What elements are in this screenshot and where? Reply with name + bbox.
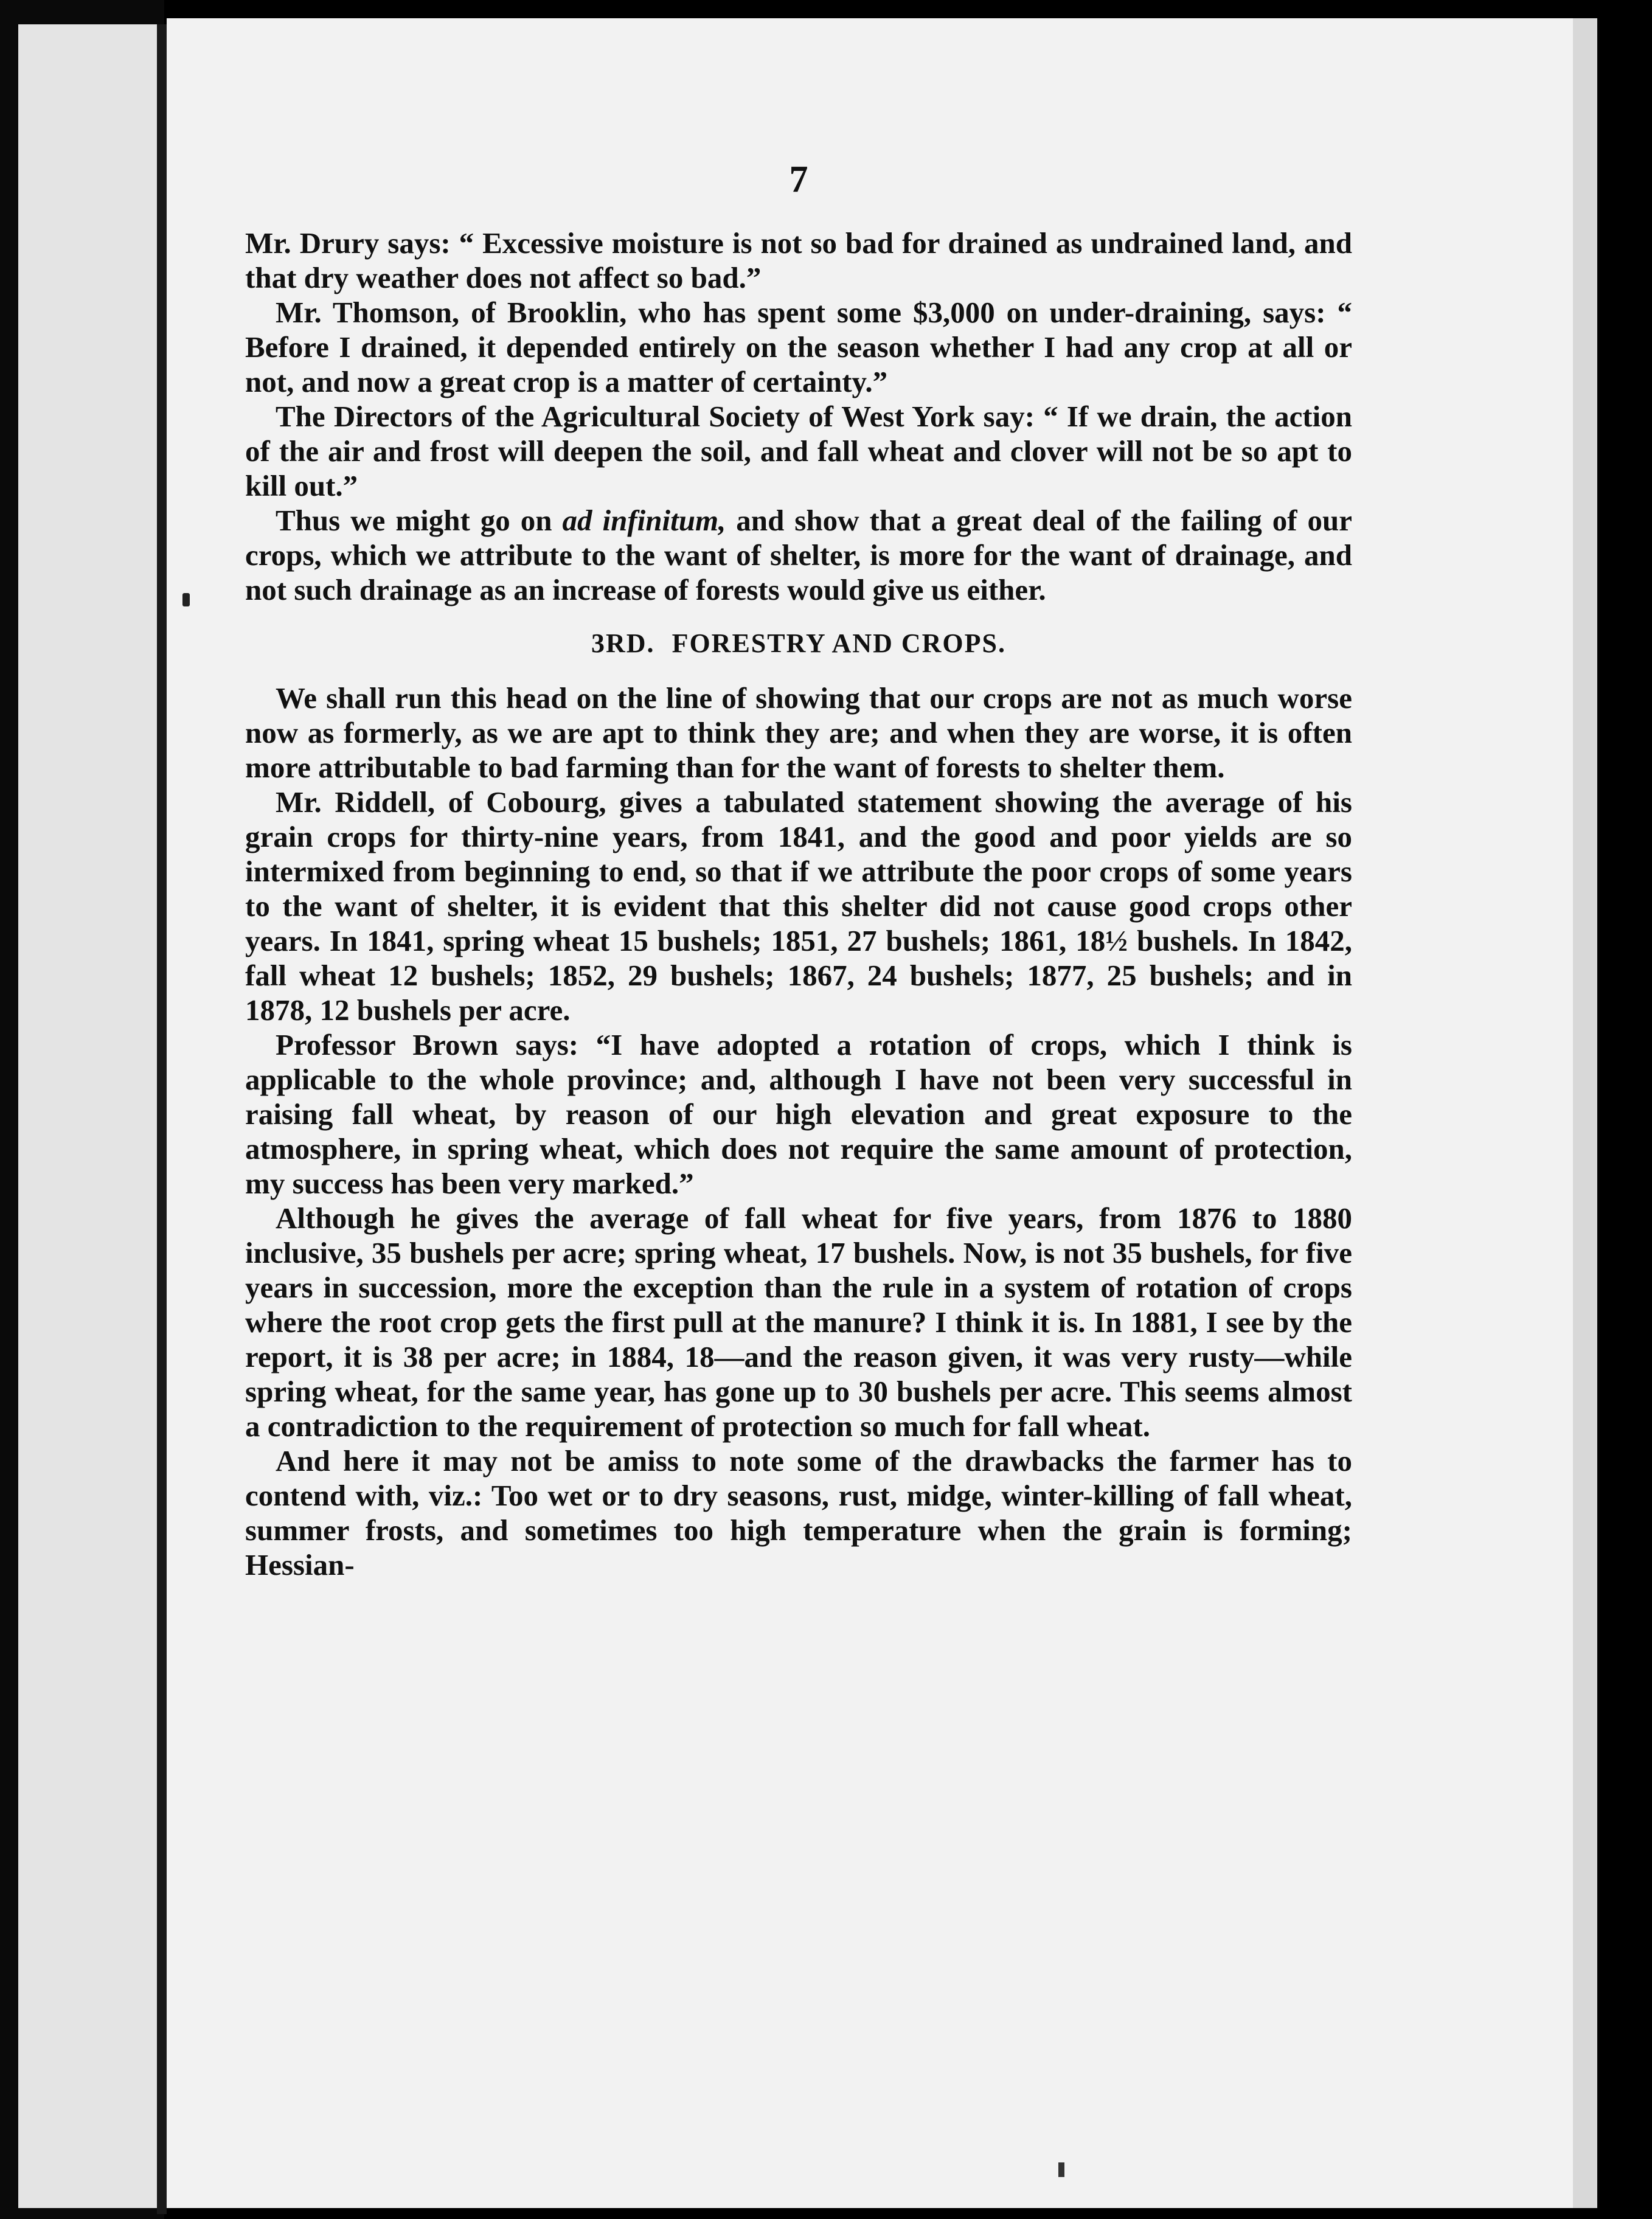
paragraph-thus xyxy=(245,503,1352,607)
facing-page-edge xyxy=(18,24,158,2208)
bottom-ink-mark xyxy=(1058,2162,1064,2177)
paragraph-riddell: Mr. Riddell, of Cobourg, gives a tabulated statement showing the average of his grain crops for thirty-nine years, from 1841, and the good and poor yields are so intermixed from beginning to end, so that if we attribute the poor crops of some years to the want of shelter, it is evident that this shelter did not cause good crops other years. In 1841, spring wheat 15 bushels; 1851, 27 bushels; 1861, 18½ bushels. In 1842, fall wheat 12 bushels; 1852, 29 bushels; 1867, 24 bushels; 1877, 25 bushels; and in 1878, 12 bushels per acre. xyxy=(245,785,1352,1027)
section-title: FORESTRY AND CROPS. xyxy=(672,628,1006,658)
paragraph-directors: The Directors of the Agricultural Society of West York say: “ If we drain, the action of the air and frost will deepen the soil, and fall wheat and clover will not be so apt to kill out.” xyxy=(245,400,1352,502)
facing-page-sliver xyxy=(0,0,164,2219)
page-text-block xyxy=(245,158,1352,1582)
latin-phrase: ad infinitum, xyxy=(562,504,726,537)
page-number: 7 xyxy=(789,159,808,200)
paragraph-brown: Professor Brown says: “I have adopted a rotation of crops, which I think is applicable to the whole province; and, although I have not been very successful in raising fall wheat, by reason of our high elevation and great exposure to the atmosphere, in spring wheat, which does not require the same amount of protection, my success has been very marked.” xyxy=(245,1028,1352,1200)
margin-ink-mark xyxy=(182,593,190,606)
paragraph-crops-intro: We shall run this head on the line of showing that our crops are not as much worse now as formerly, as we are apt to think they are; and when they are worse, it is often more attributable to bad farming than for the want of forests to shelter them. xyxy=(245,681,1352,784)
section-heading xyxy=(245,628,1352,659)
paragraph-drawbacks: And here it may not be amiss to note some of the drawbacks the farmer has to contend with, viz.: Too wet or to dry seasons, rust, midge, winter-killing of fall wheat, summer frosts, and sometimes too high temperature when the grain is forming; Hessian- xyxy=(245,1444,1352,1582)
book-spine xyxy=(157,24,167,2214)
section-number: 3RD. xyxy=(591,628,655,658)
page-right-edge xyxy=(1573,18,1597,2208)
paragraph-thus-end: and show that a great deal of the failing of our crops, which we attribute to the want of shelter, is more for the want of drainage, and not such drainage as an increase of forests would give us either. xyxy=(245,504,1352,606)
paragraph-drury: Mr. Drury says: “ Excessive moisture is not so bad for drained as undrained land, and that dry weather does not affect so bad.” xyxy=(245,226,1352,294)
paragraph-thomson: Mr. Thomson, of Brooklin, who has spent some $3,000 on under-draining, says: “ Before I drained, it depended entirely on the season whether I had any crop at all or not, and now a great crop is a matter of certainty.” xyxy=(245,296,1352,398)
paragraph-thus-start: Thus we might go on xyxy=(276,504,563,537)
paragraph-average: Although he gives the average of fall wheat for five years, from 1876 to 1880 inclusive, 35 bushels per acre; spring wheat, 17 bushels. Now, is not 35 bushels, for five years in succession, more the exception than the rule in a system of rotation of crops where the root crop gets the first pull at the manure? I think it is. In 1881, I see by the report, it is 38 per acre; in 1884, 18—and the reason given, it was very rusty—while spring wheat, for the same year, has gone up to 30 bushels per acre. This seems almost a contradiction to the requirement of protection so much for fall wheat. xyxy=(245,1201,1352,1443)
